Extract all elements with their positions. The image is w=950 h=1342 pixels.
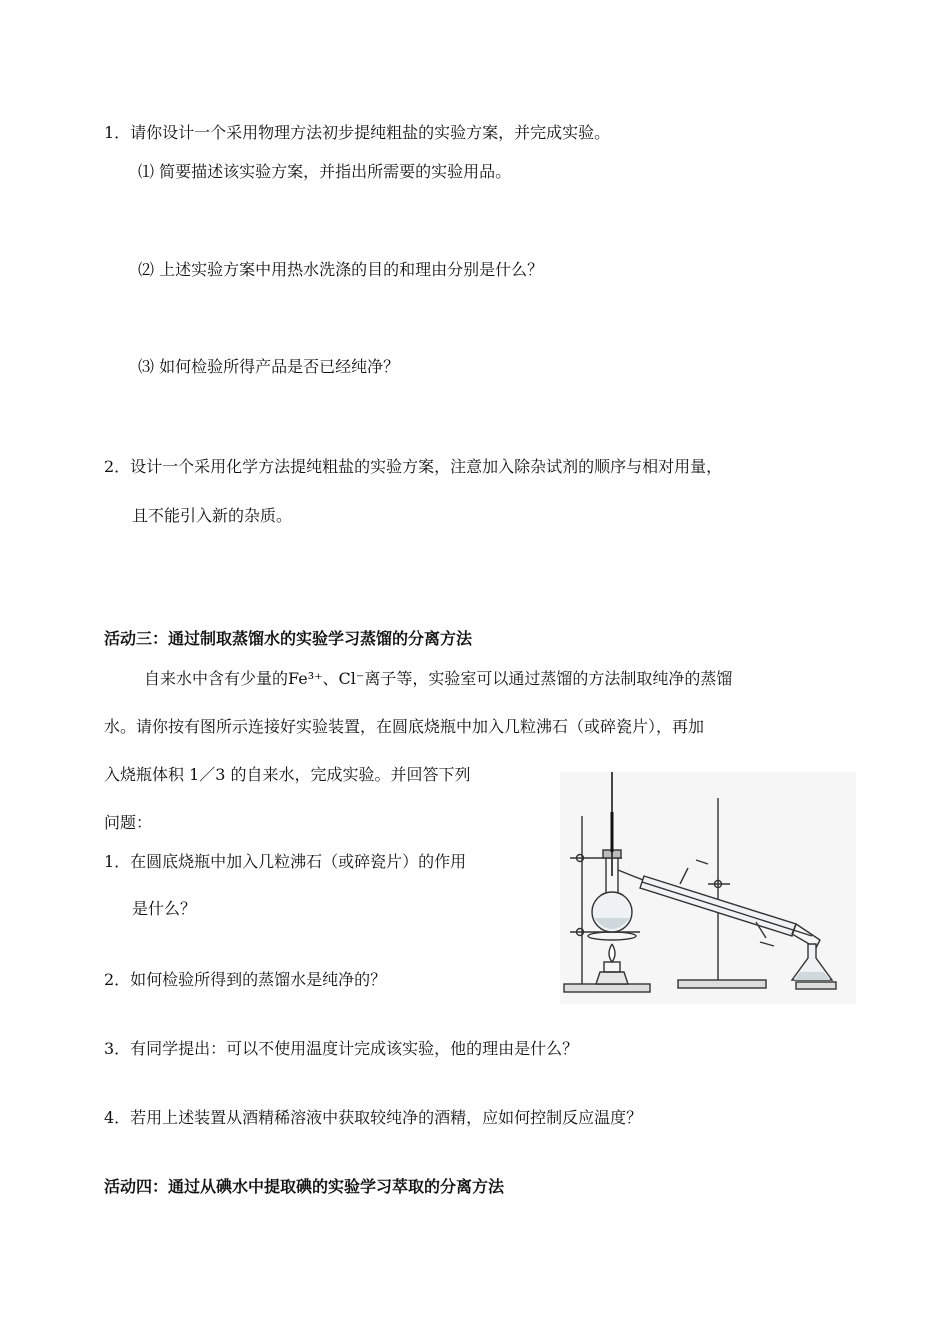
activity3-q3: 3．有同学提出：可以不使用温度计完成该实验，他的理由是什么？ <box>104 1039 579 1058</box>
activity3-q1-line1: 1．在圆底烧瓶中加入几粒沸石（或碎瓷片）的作用 <box>104 852 467 871</box>
activity3-intro-4: 问题： <box>104 813 153 832</box>
distillation-apparatus-figure <box>560 772 856 1004</box>
q2-line2: 且不能引入新的杂质。 <box>132 506 293 525</box>
activity4-heading: 活动四：通过从碘水中提取碘的实验学习萃取的分离方法 <box>104 1177 505 1196</box>
q1-sub2: ⑵ 上述实验方案中用热水洗涤的目的和理由分别是什么？ <box>138 260 544 279</box>
q1-sub1: ⑴ 简要描述该实验方案，并指出所需要的实验用品。 <box>138 162 512 181</box>
q1-title: 1．请你设计一个采用物理方法初步提纯粗盐的实验方案，并完成实验。 <box>104 123 611 142</box>
activity3-intro-2: 水。请你按有图所示连接好实验装置，在圆底烧瓶中加入几粒沸石（或碎瓷片），再加 <box>104 717 705 736</box>
activity3-q2: 2．如何检验所得到的蒸馏水是纯净的？ <box>104 970 387 989</box>
activity3-q4: 4．若用上述装置从酒精稀溶液中获取较纯净的酒精，应如何控制反应温度？ <box>104 1108 643 1127</box>
activity3-q1-line2: 是什么？ <box>132 899 197 918</box>
activity3-intro-1: 自来水中含有少量的Fe³⁺、Cl⁻离子等，实验室可以通过蒸馏的方法制取纯净的蒸馏 <box>144 669 733 688</box>
activity3-intro-3: 入烧瓶体积 1／3 的自来水，完成实验。并回答下列 <box>104 765 471 784</box>
q1-sub3: ⑶ 如何检验所得产品是否已经纯净？ <box>138 357 400 376</box>
activity3-heading: 活动三：通过制取蒸馏水的实验学习蒸馏的分离方法 <box>104 629 473 648</box>
q2-line1: 2．设计一个采用化学方法提纯粗盐的实验方案，注意加入除杂试剂的顺序与相对用量， <box>104 457 723 476</box>
